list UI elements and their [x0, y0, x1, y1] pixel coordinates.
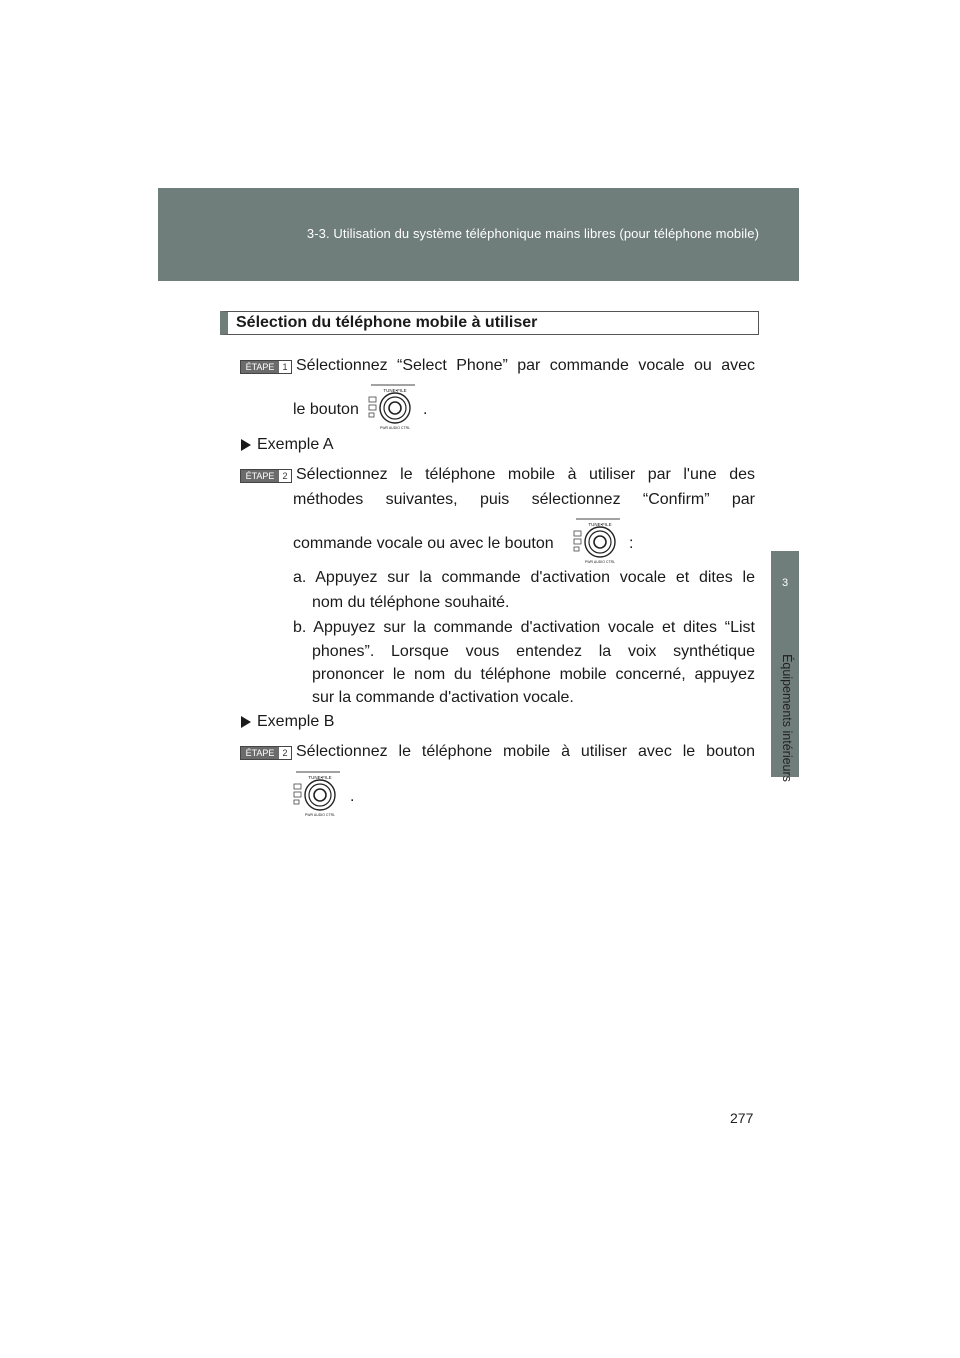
triangle-bullet-icon: [240, 716, 252, 728]
step1-line1: Sélectionnez “Select Phone” par commande vocale ou avec: [296, 357, 755, 374]
example-b-label: Exemple B: [257, 713, 335, 730]
knob-top-label: TUNE•FILE: [308, 775, 332, 780]
tune-file-knob-icon: [367, 383, 417, 431]
knob-bottom-label: PWR AUDIO CTRL: [379, 426, 411, 430]
page-number: 277: [730, 1110, 754, 1126]
list-item-b-line1: b. Appuyez sur la commande d'activation vocale et dites “List: [293, 619, 755, 636]
list-item-a-line2: nom du téléphone souhaité.: [312, 594, 510, 611]
chapter-number: 3: [781, 577, 789, 589]
step-badge-2a: [240, 469, 292, 483]
chapter-label: Équipements intérieurs: [780, 654, 794, 782]
step-badge-1: [240, 360, 292, 374]
breadcrumb: 3-3. Utilisation du système téléphonique mains libres (pour téléphone mobile): [306, 226, 759, 241]
step2a-line3-suffix: :: [629, 535, 634, 552]
example-a-label: Exemple A: [257, 436, 334, 453]
knob-top-label: TUNE•FILE: [383, 388, 407, 393]
step-badge-number: 2: [279, 470, 291, 482]
step1-line2-suffix: .: [423, 401, 428, 418]
step2a-line2: méthodes suivantes, puis sélectionnez “Confirm” par: [293, 491, 755, 508]
list-item-b-line4: sur la commande d'activation vocale.: [312, 689, 574, 706]
step2b-line2-suffix: .: [350, 788, 355, 805]
list-item-b-line3: prononcer le nom du téléphone mobile concerné, appuyez: [312, 666, 755, 683]
step2a-line3-prefix: commande vocale ou avec le bouton: [293, 535, 554, 552]
step-badge-label: ÉTAPE: [241, 361, 279, 373]
step2a-line1: Sélectionnez le téléphone mobile à utiliser par l'une des: [296, 466, 755, 483]
tune-file-knob-icon: [572, 517, 622, 565]
step-badge-label: ÉTAPE: [241, 470, 279, 482]
step2b-line1: Sélectionnez le téléphone mobile à utiliser avec le bouton: [296, 743, 755, 760]
chapter-label-wrapper: [777, 628, 797, 808]
step-badge-2b: [240, 746, 292, 760]
list-item-b-line2: phones”. Lorsque vous entendez la voix synthétique: [312, 643, 755, 660]
section-title: Sélection du téléphone mobile à utiliser: [220, 311, 759, 335]
step-badge-number: 1: [279, 361, 291, 373]
knob-top-label: TUNE•FILE: [588, 522, 612, 527]
knob-bottom-label: PWR AUDIO CTRL: [304, 813, 336, 817]
knob-bottom-label: PWR AUDIO CTRL: [584, 560, 616, 564]
header-band: [158, 188, 799, 281]
step-badge-label: ÉTAPE: [241, 747, 279, 759]
step-badge-number: 2: [279, 747, 291, 759]
step1-line2-prefix: le bouton: [293, 401, 359, 418]
tune-file-knob-icon: [292, 770, 342, 818]
list-item-a-line1: a. Appuyez sur la commande d'activation vocale et dites le: [293, 569, 755, 586]
triangle-bullet-icon: [240, 439, 252, 451]
